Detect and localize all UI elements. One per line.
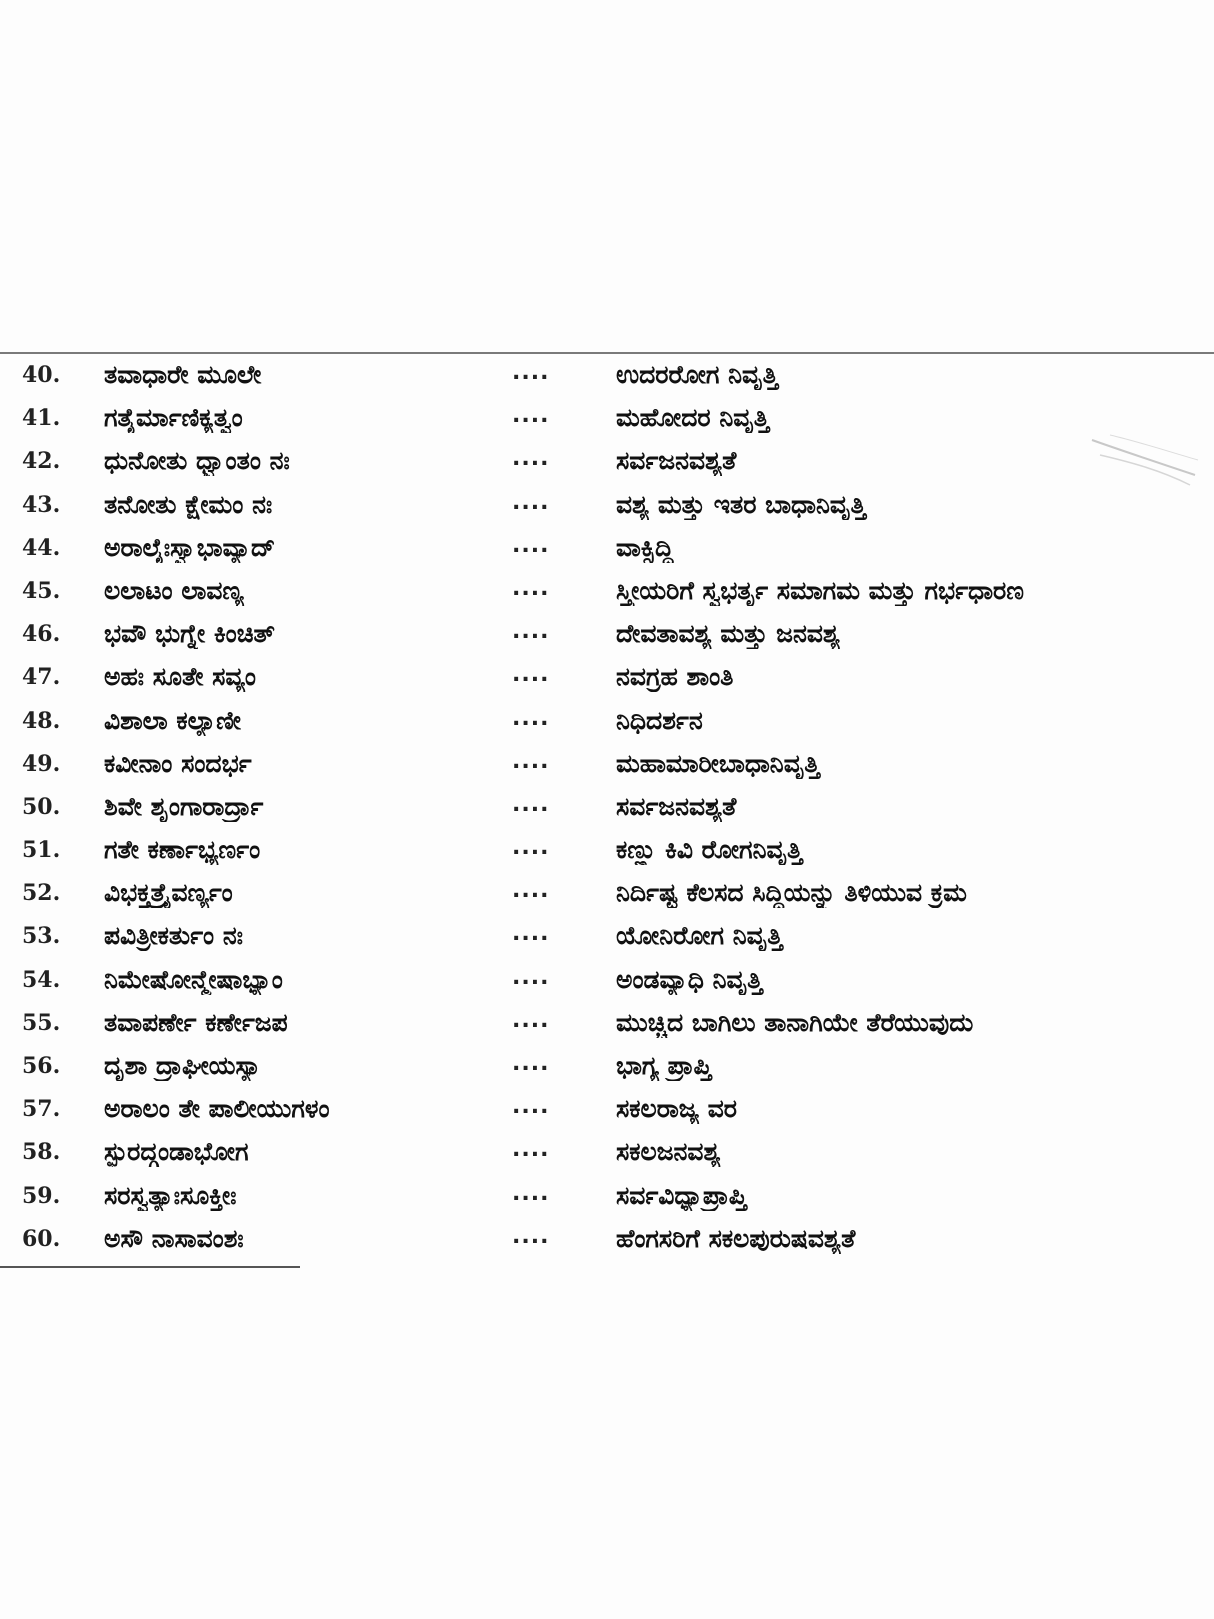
benefit-text: ಸರ್ವಜನವಶ್ಯತೆ — [616, 791, 737, 821]
verse-text: ದೃಶಾ ದ್ರಾಘೀಯಸ್ಯಾ — [104, 1051, 262, 1080]
benefit-text: ಮುಚ್ಚಿದ ಬಾಗಿಲು ತಾನಾಗಿಯೇ ತೆರೆಯುವುದು — [616, 1007, 974, 1037]
leader-dots: .... — [512, 575, 550, 601]
verse-text: ಅಸೌ ನಾಸಾವಂಶಃ — [104, 1223, 244, 1253]
row-number: 51. — [22, 837, 61, 864]
verse-text: ಗತೈರ್ಮಾಣಿಕ್ಯತ್ವಂ — [104, 403, 243, 433]
bottom-rule — [0, 1266, 300, 1268]
leader-dots: .... — [512, 748, 550, 774]
benefit-text: ಸಕಲರಾಜ್ಯ ವರ — [616, 1094, 738, 1124]
leader-dots: .... — [512, 921, 550, 947]
verse-text: ಲಲಾಟಂ ಲಾವಣ್ಯ — [104, 575, 244, 605]
table-row — [0, 486, 1214, 529]
benefit-text: ಅಂಡವ್ಯಾಧಿ ನಿವೃತ್ತಿ — [616, 964, 763, 994]
row-number: 48. — [22, 707, 61, 734]
benefit-text: ಹೆಂಗಸರಿಗೆ ಸಕಲಪುರುಷವಶ್ಯತೆ — [616, 1223, 856, 1253]
verse-text: ತನೋತು ಕ್ಷೇಮಂ ನಃ — [104, 489, 273, 519]
leader-dots: .... — [512, 403, 550, 429]
verse-text: ತವಾಧಾರೇ ಮೂಲೇ — [104, 360, 262, 389]
leader-dots: .... — [512, 878, 550, 904]
row-number: 54. — [22, 966, 61, 993]
pencil-mark-icon — [1090, 430, 1200, 490]
leader-dots: .... — [512, 1094, 550, 1120]
row-number: 40. — [22, 362, 61, 388]
leader-dots: .... — [512, 705, 550, 731]
leader-dots: .... — [512, 964, 550, 990]
table-row — [0, 1004, 1214, 1047]
verse-text: ಅರಾಲಂ ತೇ ಪಾಲೀಯುಗಳಂ — [104, 1094, 330, 1124]
row-number: 52. — [22, 880, 61, 907]
row-number: 59. — [22, 1182, 61, 1209]
table-row — [0, 356, 1214, 399]
leader-dots: .... — [512, 619, 550, 645]
table-row — [0, 399, 1214, 442]
benefit-text: ವಾಕ್ಸಿದ್ಧಿ — [616, 532, 674, 562]
table-row — [0, 745, 1214, 788]
leader-dots: .... — [512, 791, 550, 817]
verse-text: ಶಿವೇ ಶೃಂಗಾರಾರ್ದ್ರಾ — [104, 791, 264, 821]
verse-text: ವಿಭಕ್ತತ್ರೈವರ್ಣ್ಯಂ — [104, 878, 233, 908]
table-row — [0, 961, 1214, 1004]
table-row — [0, 442, 1214, 485]
table-row — [0, 615, 1214, 658]
row-number: 47. — [22, 664, 61, 691]
leader-dots: .... — [512, 489, 550, 515]
table-row — [0, 1220, 1214, 1263]
leader-dots: .... — [512, 1051, 550, 1076]
verse-text: ತವಾಪರ್ಣೇ ಕರ್ಣೇಜಪ — [104, 1007, 288, 1037]
leader-dots: .... — [512, 1137, 550, 1163]
verse-text: ಕವೀನಾಂ ಸಂದರ್ಭ — [104, 748, 252, 778]
row-number: 42. — [22, 448, 61, 475]
row-number: 49. — [22, 750, 61, 777]
leader-dots: .... — [512, 1007, 550, 1033]
benefit-text: ನಿರ್ದಿಷ್ಟ ಕೆಲಸದ ಸಿದ್ಧಿಯನ್ನು ತಿಳಿಯುವ ಕ್ರಮ — [616, 878, 967, 908]
benefit-text: ನಿಧಿದರ್ಶನ — [616, 705, 703, 735]
row-number: 57. — [22, 1096, 61, 1123]
verse-text: ಧುನೋತು ಧ್ವಾಂತಂ ನಃ — [104, 446, 290, 476]
verse-text: ಪವಿತ್ರೀಕರ್ತುಂ ನಃ — [104, 921, 243, 951]
table-row — [0, 658, 1214, 701]
leader-dots: .... — [512, 532, 550, 558]
verse-text: ಅರಾಲೈಃಸ್ವಾಭಾವ್ಯಾದ್ — [104, 532, 276, 562]
leader-dots: .... — [512, 662, 550, 688]
table-row — [0, 1047, 1214, 1090]
benefit-text: ಸರ್ವಜನವಶ್ಯತೆ — [616, 446, 737, 476]
row-number: 55. — [22, 1009, 61, 1036]
table-row — [0, 917, 1214, 960]
benefit-text: ಸ್ತ್ರೀಯರಿಗೆ ಸ್ವಭರ್ತೃ ಸಮಾಗಮ ಮತ್ತು ಗರ್ಭಧಾರಣ — [616, 575, 1024, 605]
table-row — [0, 1177, 1214, 1220]
row-number: 60. — [22, 1225, 61, 1252]
table-row — [0, 702, 1214, 745]
benefit-text: ನವಗ್ರಹ ಶಾಂತಿ — [616, 662, 734, 692]
benefit-text: ಕಣ್ಣು ಕಿವಿ ರೋಗನಿವೃತ್ತಿ — [616, 835, 803, 865]
benefit-text: ಸರ್ವವಿಧ್ಯಾಪ್ರಾಪ್ತಿ — [616, 1180, 747, 1210]
benefit-text: ಉದರರೋಗ ನಿವೃತ್ತಿ — [616, 360, 778, 389]
table-row — [0, 788, 1214, 831]
benefit-text: ಮಹೋದರ ನಿವೃತ್ತಿ — [616, 403, 770, 433]
table-row — [0, 1090, 1214, 1133]
table-row — [0, 874, 1214, 917]
table-row — [0, 831, 1214, 874]
row-number: 45. — [22, 577, 61, 604]
verse-text: ಗತೇ ಕರ್ಣಾಭ್ಯರ್ಣಂ — [104, 835, 261, 865]
row-number: 41. — [22, 405, 61, 432]
top-rule — [0, 352, 1214, 354]
leader-dots: .... — [512, 446, 550, 472]
leader-dots: .... — [512, 1180, 550, 1206]
verse-text: ಅಹಃ ಸೂತೇ ಸವ್ಯಂ — [104, 662, 256, 692]
verse-text: ವಿಶಾಲಾ ಕಲ್ಯಾಣೀ — [104, 705, 242, 735]
row-number: 53. — [22, 923, 61, 950]
leader-dots: .... — [512, 835, 550, 861]
verse-text: ಸರಸ್ವತ್ಯಾಃಸೂಕ್ತೀಃ — [104, 1180, 237, 1210]
row-number: 43. — [22, 491, 61, 518]
table-row — [0, 1133, 1214, 1176]
benefit-text: ಯೋನಿರೋಗ ನಿವೃತ್ತಿ — [616, 921, 783, 951]
verse-text: ಸ್ಫುರದ್ಗಂಡಾಭೋಗ — [104, 1137, 249, 1167]
benefit-text: ದೇವತಾವಶ್ಯ ಮತ್ತು ಜನವಶ್ಯ — [616, 619, 841, 649]
row-number: 44. — [22, 534, 61, 561]
verse-text: ಭವೌ ಭುಗ್ನೇ ಕಿಂಚಿತ್ — [104, 619, 275, 649]
benefit-text: ವಶ್ಯ ಮತ್ತು ಇತರ ಬಾಧಾನಿವೃತ್ತಿ — [616, 489, 866, 519]
row-number: 56. — [22, 1053, 61, 1079]
table-row — [0, 572, 1214, 615]
row-number: 46. — [22, 621, 61, 648]
row-number: 50. — [22, 793, 61, 820]
benefit-text: ಭಾಗ್ಯ ಪ್ರಾಪ್ತಿ — [616, 1051, 712, 1080]
leader-dots: .... — [512, 360, 550, 385]
table-row — [0, 529, 1214, 572]
verse-text: ನಿಮೇಷೋನ್ಮೇಷಾಭ್ಯಾಂ — [104, 964, 283, 994]
verse-benefit-table — [0, 356, 1214, 1263]
leader-dots: .... — [512, 1223, 550, 1249]
benefit-text: ಮಹಾಮಾರೀಬಾಧಾನಿವೃತ್ತಿ — [616, 748, 820, 778]
row-number: 58. — [22, 1139, 61, 1166]
benefit-text: ಸಕಲಜನವಶ್ಯ — [616, 1137, 721, 1167]
